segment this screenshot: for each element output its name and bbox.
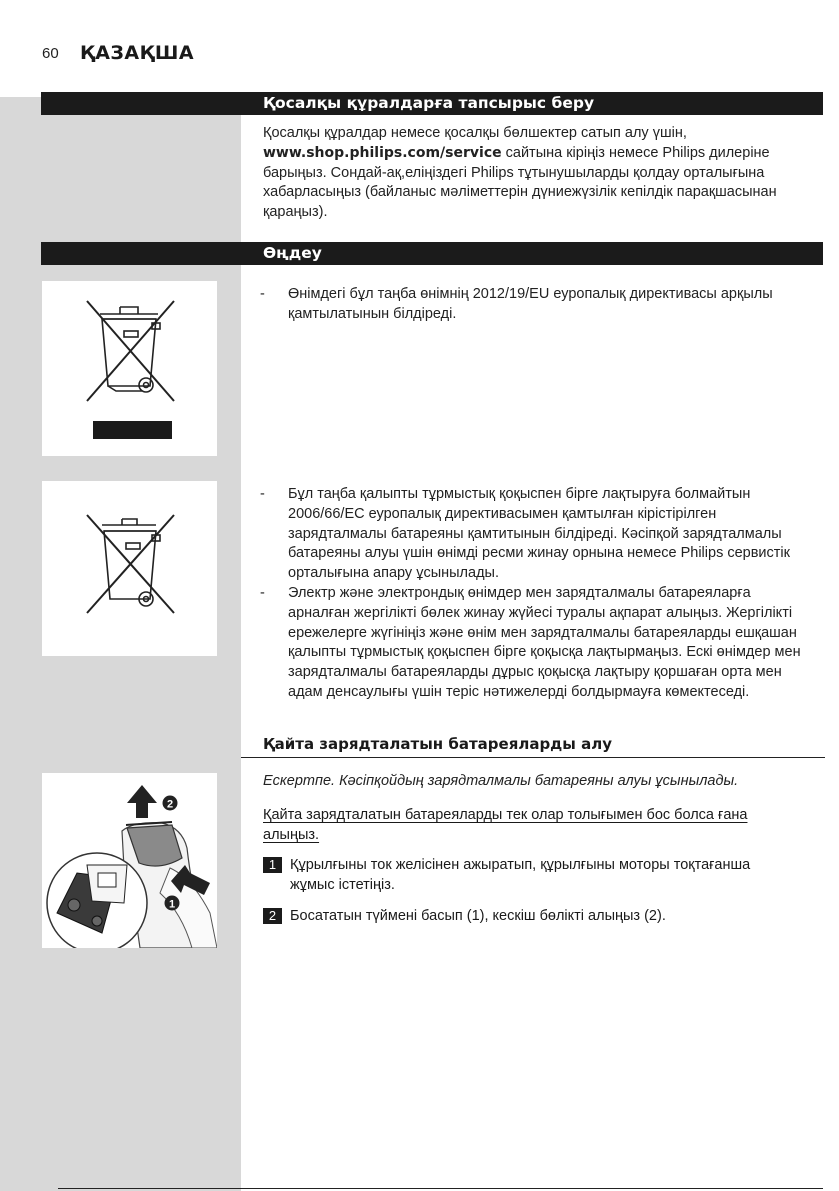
section-bar-accessories: [41, 92, 823, 115]
accessories-text-before: Қосалқы құралдар немесе қосалқы бөлшектер сатып алу үшін,: [263, 125, 687, 141]
step-2: [263, 906, 783, 926]
disposal-list-2: [260, 485, 803, 703]
step-1: [263, 855, 783, 895]
step-text: Босататын түймені басып (1), кескіш бөлікті алыңыз (2).: [290, 908, 666, 924]
section-title-battery-removal: Қайта зарядталатын батареяларды алу: [263, 735, 612, 753]
language-title: ҚАЗАҚША: [80, 42, 195, 64]
battery-symbol-box: [42, 481, 217, 656]
step-text: Құрылғыны ток желісінен ажыратып, құрылғыны моторы тоқтағанша жұмыс істетіңіз.: [290, 857, 751, 893]
section-title-accessories: Қосалқы құралдарға тапсырыс беру: [263, 94, 595, 112]
svg-text:2: 2: [166, 798, 174, 811]
shop-url-link[interactable]: www.shop.philips.com/service: [263, 144, 502, 161]
disposal-list-1: [260, 285, 803, 325]
crossed-bin-icon: [42, 481, 217, 656]
arrow-up-icon: [127, 785, 157, 818]
section-title-disposal: Өңдеу: [263, 244, 322, 262]
step-number-badge: 1: [263, 857, 282, 873]
step-number-badge: 2: [263, 908, 282, 924]
list-item: - Электр және электрондық өнімдер мен зарядталмалы батареяларға арналған жергілікті бөлек жинау жүйесі туралы ақпарат алыңыз. Жергілікті ережелерге жүгініңіз және өнім мен зарядталмалы батареяларды ешқашан қалыпты тұрмыстық қоқыспен бірге қоқысқа лақтырмаңыз. Ескі өнімдер мен зарядталмалы батареяларды дұрыс қоқысқа лақтыру қоршаған орта мен адам денсаулығы үшін теріс нәтижелерді болдырмауға көмектеседі.: [260, 584, 801, 700]
note-text: Ескертпе. Кәсіпқойдың зарядталмалы батареяны алуы ұсынылады.: [263, 773, 739, 789]
list-item: - Өнімдегі бұл таңба өнімнің 2012/19/EU еуропалық директивасы арқылы қамтылатынын білдіреді.: [260, 286, 773, 322]
section-bar-disposal: [41, 242, 823, 265]
accessories-text-after: сайтына кіріңіз немесе Philips дилеріне барыңыз. Сондай-ақ,еліңіздегі Philips тұтынушыларды қолдау орталығына хабарласыңыз (байланыс мәліметтерін дүниежүзілік кепілдік парақшасынан қараңыз).: [263, 144, 777, 221]
list-item: - Бұл таңба қалыпты тұрмыстық қоқыспен бірге лақтыруға болмайтын 2006/66/EC еуропалық директивасымен қамтылған кірістірілген зарядталмалы батареяны қамтитынын білдіреді. Кәсіпқой зарядталмалы батареяны алуы үшін өнімді ресми жинау орнына немесе Philips сервистік орталығына апару ұсынылады.: [260, 486, 790, 582]
bar-symbol: [93, 421, 172, 439]
warning-text: Қайта зарядталатын батареяларды тек олар толығымен бос болса ғана алыңыз.: [263, 807, 748, 843]
footer-divider: [58, 1188, 823, 1189]
accessories-paragraph: [263, 124, 803, 223]
weee-symbol-box: [42, 281, 217, 456]
divider: [241, 757, 825, 758]
cutter-removal-illustration: [42, 773, 217, 948]
removal-illustration-box: [42, 773, 217, 948]
crossed-bin-icon: [42, 281, 217, 456]
page-number: 60: [42, 45, 59, 62]
svg-text:1: 1: [168, 898, 176, 911]
